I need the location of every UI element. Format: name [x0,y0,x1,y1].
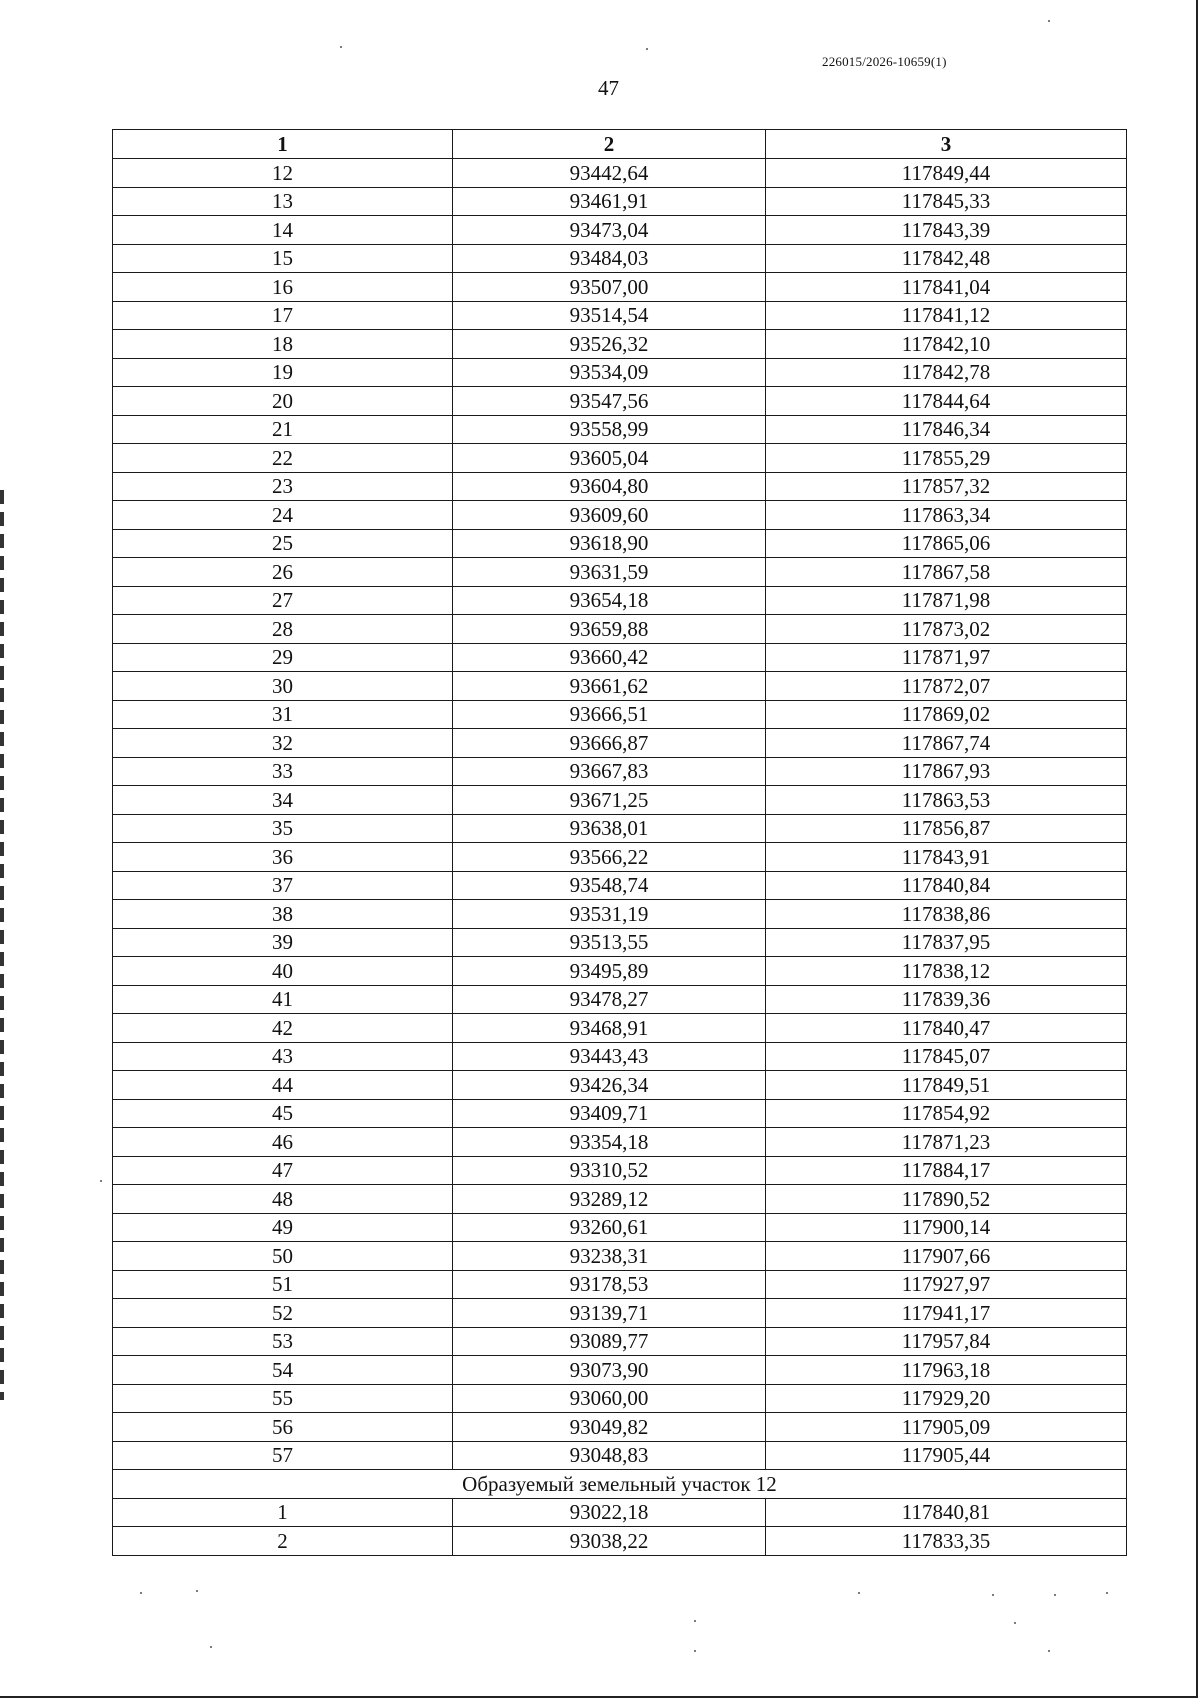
y-coordinate-cell: 117855,29 [766,444,1127,473]
point-number-cell: 13 [113,187,453,216]
y-coordinate-cell: 117841,04 [766,273,1127,302]
x-coordinate-cell: 93526,32 [453,330,766,359]
y-coordinate-cell: 117846,34 [766,415,1127,444]
point-number-cell: 15 [113,244,453,273]
point-number-cell: 32 [113,729,453,758]
coordinates-table [112,129,1127,1556]
y-coordinate-cell: 117929,20 [766,1384,1127,1413]
y-coordinate-cell: 117884,17 [766,1156,1127,1185]
column-header-3: 3 [766,130,1127,159]
point-number-cell: 44 [113,1071,453,1100]
x-coordinate-cell: 93531,19 [453,900,766,929]
table-row [113,159,1127,188]
y-coordinate-cell: 117963,18 [766,1356,1127,1385]
x-coordinate-cell: 93514,54 [453,301,766,330]
table-row [113,1299,1127,1328]
x-coordinate-cell: 93473,04 [453,216,766,245]
point-number-cell: 47 [113,1156,453,1185]
y-coordinate-cell: 117842,78 [766,358,1127,387]
scan-speck [1014,1622,1016,1624]
point-number-cell: 56 [113,1413,453,1442]
x-coordinate-cell: 93666,87 [453,729,766,758]
table-row [113,615,1127,644]
x-coordinate-cell: 93139,71 [453,1299,766,1328]
section-header [113,1470,1127,1499]
point-number-cell: 54 [113,1356,453,1385]
point-number-cell: 43 [113,1042,453,1071]
x-coordinate-cell: 93534,09 [453,358,766,387]
x-coordinate-cell: 93604,80 [453,472,766,501]
y-coordinate-cell: 117871,97 [766,643,1127,672]
x-coordinate-cell: 93631,59 [453,558,766,587]
x-coordinate-cell: 93513,55 [453,928,766,957]
y-coordinate-cell: 117857,32 [766,472,1127,501]
y-coordinate-cell: 117957,84 [766,1327,1127,1356]
y-coordinate-cell: 117849,44 [766,159,1127,188]
point-number-cell: 20 [113,387,453,416]
scan-speck [858,1592,860,1594]
table-row [113,957,1127,986]
x-coordinate-cell: 93048,83 [453,1441,766,1470]
x-coordinate-cell: 93442,64 [453,159,766,188]
y-coordinate-cell: 117941,17 [766,1299,1127,1328]
x-coordinate-cell: 93667,83 [453,757,766,786]
y-coordinate-cell: 117867,74 [766,729,1127,758]
scan-speck [210,1646,212,1648]
y-coordinate-cell: 117856,87 [766,814,1127,843]
table-row [113,643,1127,672]
x-coordinate-cell: 93409,71 [453,1099,766,1128]
x-coordinate-cell: 93022,18 [453,1498,766,1527]
y-coordinate-cell: 117872,07 [766,672,1127,701]
scan-speck [340,46,342,48]
table-row [113,1242,1127,1271]
x-coordinate-cell: 93178,53 [453,1270,766,1299]
point-number-cell: 17 [113,301,453,330]
table-row [113,216,1127,245]
point-number-cell: 36 [113,843,453,872]
scan-speck [694,1620,696,1622]
y-coordinate-cell: 117867,58 [766,558,1127,587]
table-header-row [113,130,1127,159]
x-coordinate-cell: 93548,74 [453,871,766,900]
y-coordinate-cell: 117907,66 [766,1242,1127,1271]
y-coordinate-cell: 117854,92 [766,1099,1127,1128]
x-coordinate-cell: 93089,77 [453,1327,766,1356]
y-coordinate-cell: 117900,14 [766,1213,1127,1242]
table-row [113,928,1127,957]
y-coordinate-cell: 117840,84 [766,871,1127,900]
x-coordinate-cell: 93654,18 [453,586,766,615]
point-number-cell: 50 [113,1242,453,1271]
table-row [113,1156,1127,1185]
x-coordinate-cell: 93468,91 [453,1014,766,1043]
x-coordinate-cell: 93289,12 [453,1185,766,1214]
y-coordinate-cell: 117890,52 [766,1185,1127,1214]
table-row [113,330,1127,359]
x-coordinate-cell: 93060,00 [453,1384,766,1413]
x-coordinate-cell: 93609,60 [453,501,766,530]
scan-speck [646,48,648,50]
y-coordinate-cell: 117869,02 [766,700,1127,729]
column-header-2: 2 [453,130,766,159]
x-coordinate-cell: 93507,00 [453,273,766,302]
table-row [113,387,1127,416]
x-coordinate-cell: 93461,91 [453,187,766,216]
scan-speck [100,1180,102,1182]
point-number-cell: 19 [113,358,453,387]
point-number-cell: 35 [113,814,453,843]
y-coordinate-cell: 117840,81 [766,1498,1127,1527]
point-number-cell: 42 [113,1014,453,1043]
table-row [113,529,1127,558]
y-coordinate-cell: 117840,47 [766,1014,1127,1043]
point-number-cell: 37 [113,871,453,900]
y-coordinate-cell: 117837,95 [766,928,1127,957]
x-coordinate-cell: 93238,31 [453,1242,766,1271]
point-number-cell: 48 [113,1185,453,1214]
table-row [113,187,1127,216]
table-row [113,1384,1127,1413]
x-coordinate-cell: 93547,56 [453,387,766,416]
table-row [113,501,1127,530]
point-number-cell: 23 [113,472,453,501]
point-number-cell: 31 [113,700,453,729]
table-row [113,586,1127,615]
y-coordinate-cell: 117871,98 [766,586,1127,615]
table-row [113,1128,1127,1157]
page-number: 47 [598,76,619,100]
point-number-cell: 22 [113,444,453,473]
table-row [113,472,1127,501]
point-number-cell: 45 [113,1099,453,1128]
table-row [113,301,1127,330]
y-coordinate-cell: 117867,93 [766,757,1127,786]
y-coordinate-cell: 117905,09 [766,1413,1127,1442]
scan-speck [1048,1650,1050,1652]
x-coordinate-cell: 93659,88 [453,615,766,644]
document-number: 226015/2026-10659(1) [822,54,947,69]
point-number-cell: 14 [113,216,453,245]
table-row [113,1327,1127,1356]
point-number-cell: 39 [113,928,453,957]
x-coordinate-cell: 93666,51 [453,700,766,729]
y-coordinate-cell: 117863,34 [766,501,1127,530]
table-row [113,444,1127,473]
point-number-cell: 57 [113,1441,453,1470]
table-row [113,1413,1127,1442]
point-number-cell: 40 [113,957,453,986]
point-number-cell: 18 [113,330,453,359]
y-coordinate-cell: 117844,64 [766,387,1127,416]
table-row [113,786,1127,815]
table-row [113,814,1127,843]
table-row [113,1356,1127,1385]
y-coordinate-cell: 117842,48 [766,244,1127,273]
y-coordinate-cell: 117843,39 [766,216,1127,245]
table-row [113,273,1127,302]
x-coordinate-cell: 93038,22 [453,1527,766,1556]
point-number-cell: 53 [113,1327,453,1356]
scan-speck [694,1650,696,1652]
x-coordinate-cell: 93638,01 [453,814,766,843]
x-coordinate-cell: 93661,62 [453,672,766,701]
x-coordinate-cell: 93605,04 [453,444,766,473]
x-coordinate-cell: 93049,82 [453,1413,766,1442]
x-coordinate-cell: 93260,61 [453,1213,766,1242]
table-row [113,900,1127,929]
y-coordinate-cell: 117871,23 [766,1128,1127,1157]
scan-speck [140,1592,142,1594]
y-coordinate-cell: 117863,53 [766,786,1127,815]
point-number-cell: 49 [113,1213,453,1242]
table-row [113,757,1127,786]
scan-speck [1054,1594,1056,1596]
point-number-cell: 33 [113,757,453,786]
binding-edge-marks [0,490,4,1400]
table-row [113,1014,1127,1043]
y-coordinate-cell: 117849,51 [766,1071,1127,1100]
section-title: Образуемый земельный участок 12 [113,1470,1127,1499]
point-number-cell: 29 [113,643,453,672]
x-coordinate-cell: 93426,34 [453,1071,766,1100]
x-coordinate-cell: 93354,18 [453,1128,766,1157]
y-coordinate-cell: 117905,44 [766,1441,1127,1470]
y-coordinate-cell: 117927,97 [766,1270,1127,1299]
table-row [113,1498,1127,1527]
point-number-cell: 24 [113,501,453,530]
table-row [113,415,1127,444]
x-coordinate-cell: 93618,90 [453,529,766,558]
x-coordinate-cell: 93310,52 [453,1156,766,1185]
table-row [113,1270,1127,1299]
table-row [113,700,1127,729]
point-number-cell: 55 [113,1384,453,1413]
y-coordinate-cell: 117841,12 [766,301,1127,330]
table-row [113,1213,1127,1242]
x-coordinate-cell: 93443,43 [453,1042,766,1071]
point-number-cell: 27 [113,586,453,615]
table-body-part1 [113,159,1127,1470]
table-row [113,1185,1127,1214]
point-number-cell: 41 [113,985,453,1014]
point-number-cell: 30 [113,672,453,701]
point-number-cell: 21 [113,415,453,444]
x-coordinate-cell: 93558,99 [453,415,766,444]
table-row [113,672,1127,701]
point-number-cell: 2 [113,1527,453,1556]
point-number-cell: 51 [113,1270,453,1299]
scan-speck [1106,1592,1108,1594]
table-row [113,729,1127,758]
y-coordinate-cell: 117842,10 [766,330,1127,359]
y-coordinate-cell: 117865,06 [766,529,1127,558]
point-number-cell: 1 [113,1498,453,1527]
point-number-cell: 28 [113,615,453,644]
table-row [113,358,1127,387]
table-row [113,843,1127,872]
y-coordinate-cell: 117845,33 [766,187,1127,216]
table-body-part2 [113,1498,1127,1555]
table-row [113,244,1127,273]
y-coordinate-cell: 117845,07 [766,1042,1127,1071]
table-row [113,1071,1127,1100]
x-coordinate-cell: 93478,27 [453,985,766,1014]
column-header-1: 1 [113,130,453,159]
x-coordinate-cell: 93671,25 [453,786,766,815]
x-coordinate-cell: 93660,42 [453,643,766,672]
y-coordinate-cell: 117839,36 [766,985,1127,1014]
y-coordinate-cell: 117838,86 [766,900,1127,929]
y-coordinate-cell: 117838,12 [766,957,1127,986]
table-row [113,558,1127,587]
point-number-cell: 25 [113,529,453,558]
x-coordinate-cell: 93495,89 [453,957,766,986]
scan-speck [196,1590,198,1592]
x-coordinate-cell: 93566,22 [453,843,766,872]
point-number-cell: 26 [113,558,453,587]
table-row [113,1099,1127,1128]
point-number-cell: 38 [113,900,453,929]
scan-speck [992,1594,994,1596]
scan-speck [1048,20,1050,22]
table-row [113,1527,1127,1556]
point-number-cell: 46 [113,1128,453,1157]
table-row [113,871,1127,900]
point-number-cell: 52 [113,1299,453,1328]
section-row [113,1470,1127,1499]
x-coordinate-cell: 93484,03 [453,244,766,273]
point-number-cell: 34 [113,786,453,815]
y-coordinate-cell: 117833,35 [766,1527,1127,1556]
x-coordinate-cell: 93073,90 [453,1356,766,1385]
point-number-cell: 16 [113,273,453,302]
table-row [113,985,1127,1014]
table-row [113,1042,1127,1071]
point-number-cell: 12 [113,159,453,188]
y-coordinate-cell: 117843,91 [766,843,1127,872]
y-coordinate-cell: 117873,02 [766,615,1127,644]
table-row [113,1441,1127,1470]
